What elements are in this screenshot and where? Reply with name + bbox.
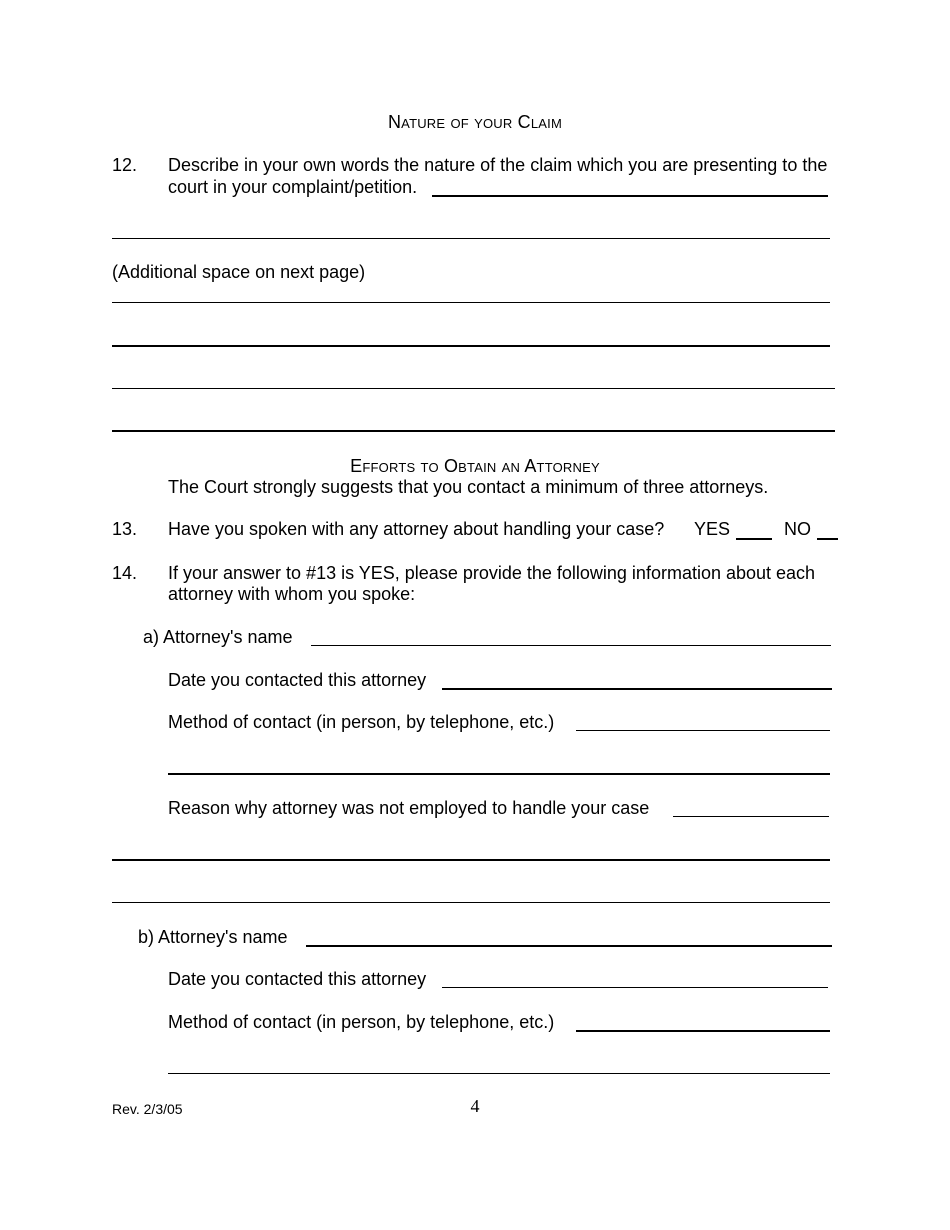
- attorney-b-name-label: b) Attorney's name: [138, 927, 288, 947]
- attorney-a-reason-label: Reason why attorney was not employed to handle your case: [168, 798, 650, 818]
- q12-answer-line-6[interactable]: [112, 430, 835, 432]
- q14-text-line1: If your answer to #13 is YES, please provide the following information about each: [168, 563, 816, 583]
- attorney-b-method-field[interactable]: [576, 1030, 830, 1032]
- attorney-a-name-field[interactable]: [311, 645, 831, 646]
- q12-answer-line-1[interactable]: [432, 195, 828, 197]
- q13-yes-label: YES: [694, 519, 731, 539]
- attorney-a-reason-field[interactable]: [673, 816, 829, 817]
- attorney-a-method-field-2[interactable]: [168, 773, 830, 775]
- q13-number: 13.: [112, 519, 138, 539]
- additional-space-note: (Additional space on next page): [112, 262, 366, 282]
- attorney-a-reason-field-3[interactable]: [112, 902, 830, 903]
- attorney-b-date-label: Date you contacted this attorney: [168, 969, 427, 989]
- q12-number: 12.: [112, 155, 138, 175]
- q12-answer-line-2[interactable]: [112, 238, 830, 239]
- nature-of-claim-heading: Nature of your Claim: [387, 112, 563, 132]
- q14-text-line2: attorney with whom you spoke:: [168, 584, 416, 604]
- attorney-a-date-label: Date you contacted this attorney: [168, 670, 427, 690]
- q12-answer-line-3[interactable]: [112, 302, 830, 303]
- page-number: 4: [470, 1096, 480, 1116]
- attorney-b-method-label: Method of contact (in person, by telephone, etc.): [168, 1012, 555, 1032]
- attorney-a-name-label: a) Attorney's name: [143, 627, 293, 647]
- q13-no-label: NO: [784, 519, 811, 539]
- q12-text-line2: court in your complaint/petition.: [168, 177, 418, 197]
- efforts-heading: Efforts to Obtain an Attorney: [350, 456, 600, 476]
- attorney-b-date-field[interactable]: [442, 987, 828, 988]
- q13-no-blank[interactable]: [817, 538, 838, 540]
- attorney-b-name-field[interactable]: [306, 945, 832, 947]
- q13-yes-blank[interactable]: [736, 538, 772, 540]
- q12-text-line1: Describe in your own words the nature of the claim which you are presenting to the: [168, 155, 828, 175]
- q13-text: Have you spoken with any attorney about handling your case?: [168, 519, 665, 539]
- attorney-a-date-field[interactable]: [442, 688, 832, 690]
- revision-date: Rev. 2/3/05: [112, 1101, 183, 1117]
- q12-answer-line-4[interactable]: [112, 345, 830, 347]
- q14-number: 14.: [112, 563, 138, 583]
- attorney-a-method-field[interactable]: [576, 730, 830, 731]
- attorney-b-method-field-2[interactable]: [168, 1073, 830, 1074]
- attorney-a-method-label: Method of contact (in person, by telephone, etc.): [168, 712, 555, 732]
- q12-answer-line-5[interactable]: [112, 388, 835, 389]
- attorney-a-reason-field-2[interactable]: [112, 859, 830, 861]
- attorney-suggestion-text: The Court strongly suggests that you contact a minimum of three attorneys.: [168, 477, 769, 497]
